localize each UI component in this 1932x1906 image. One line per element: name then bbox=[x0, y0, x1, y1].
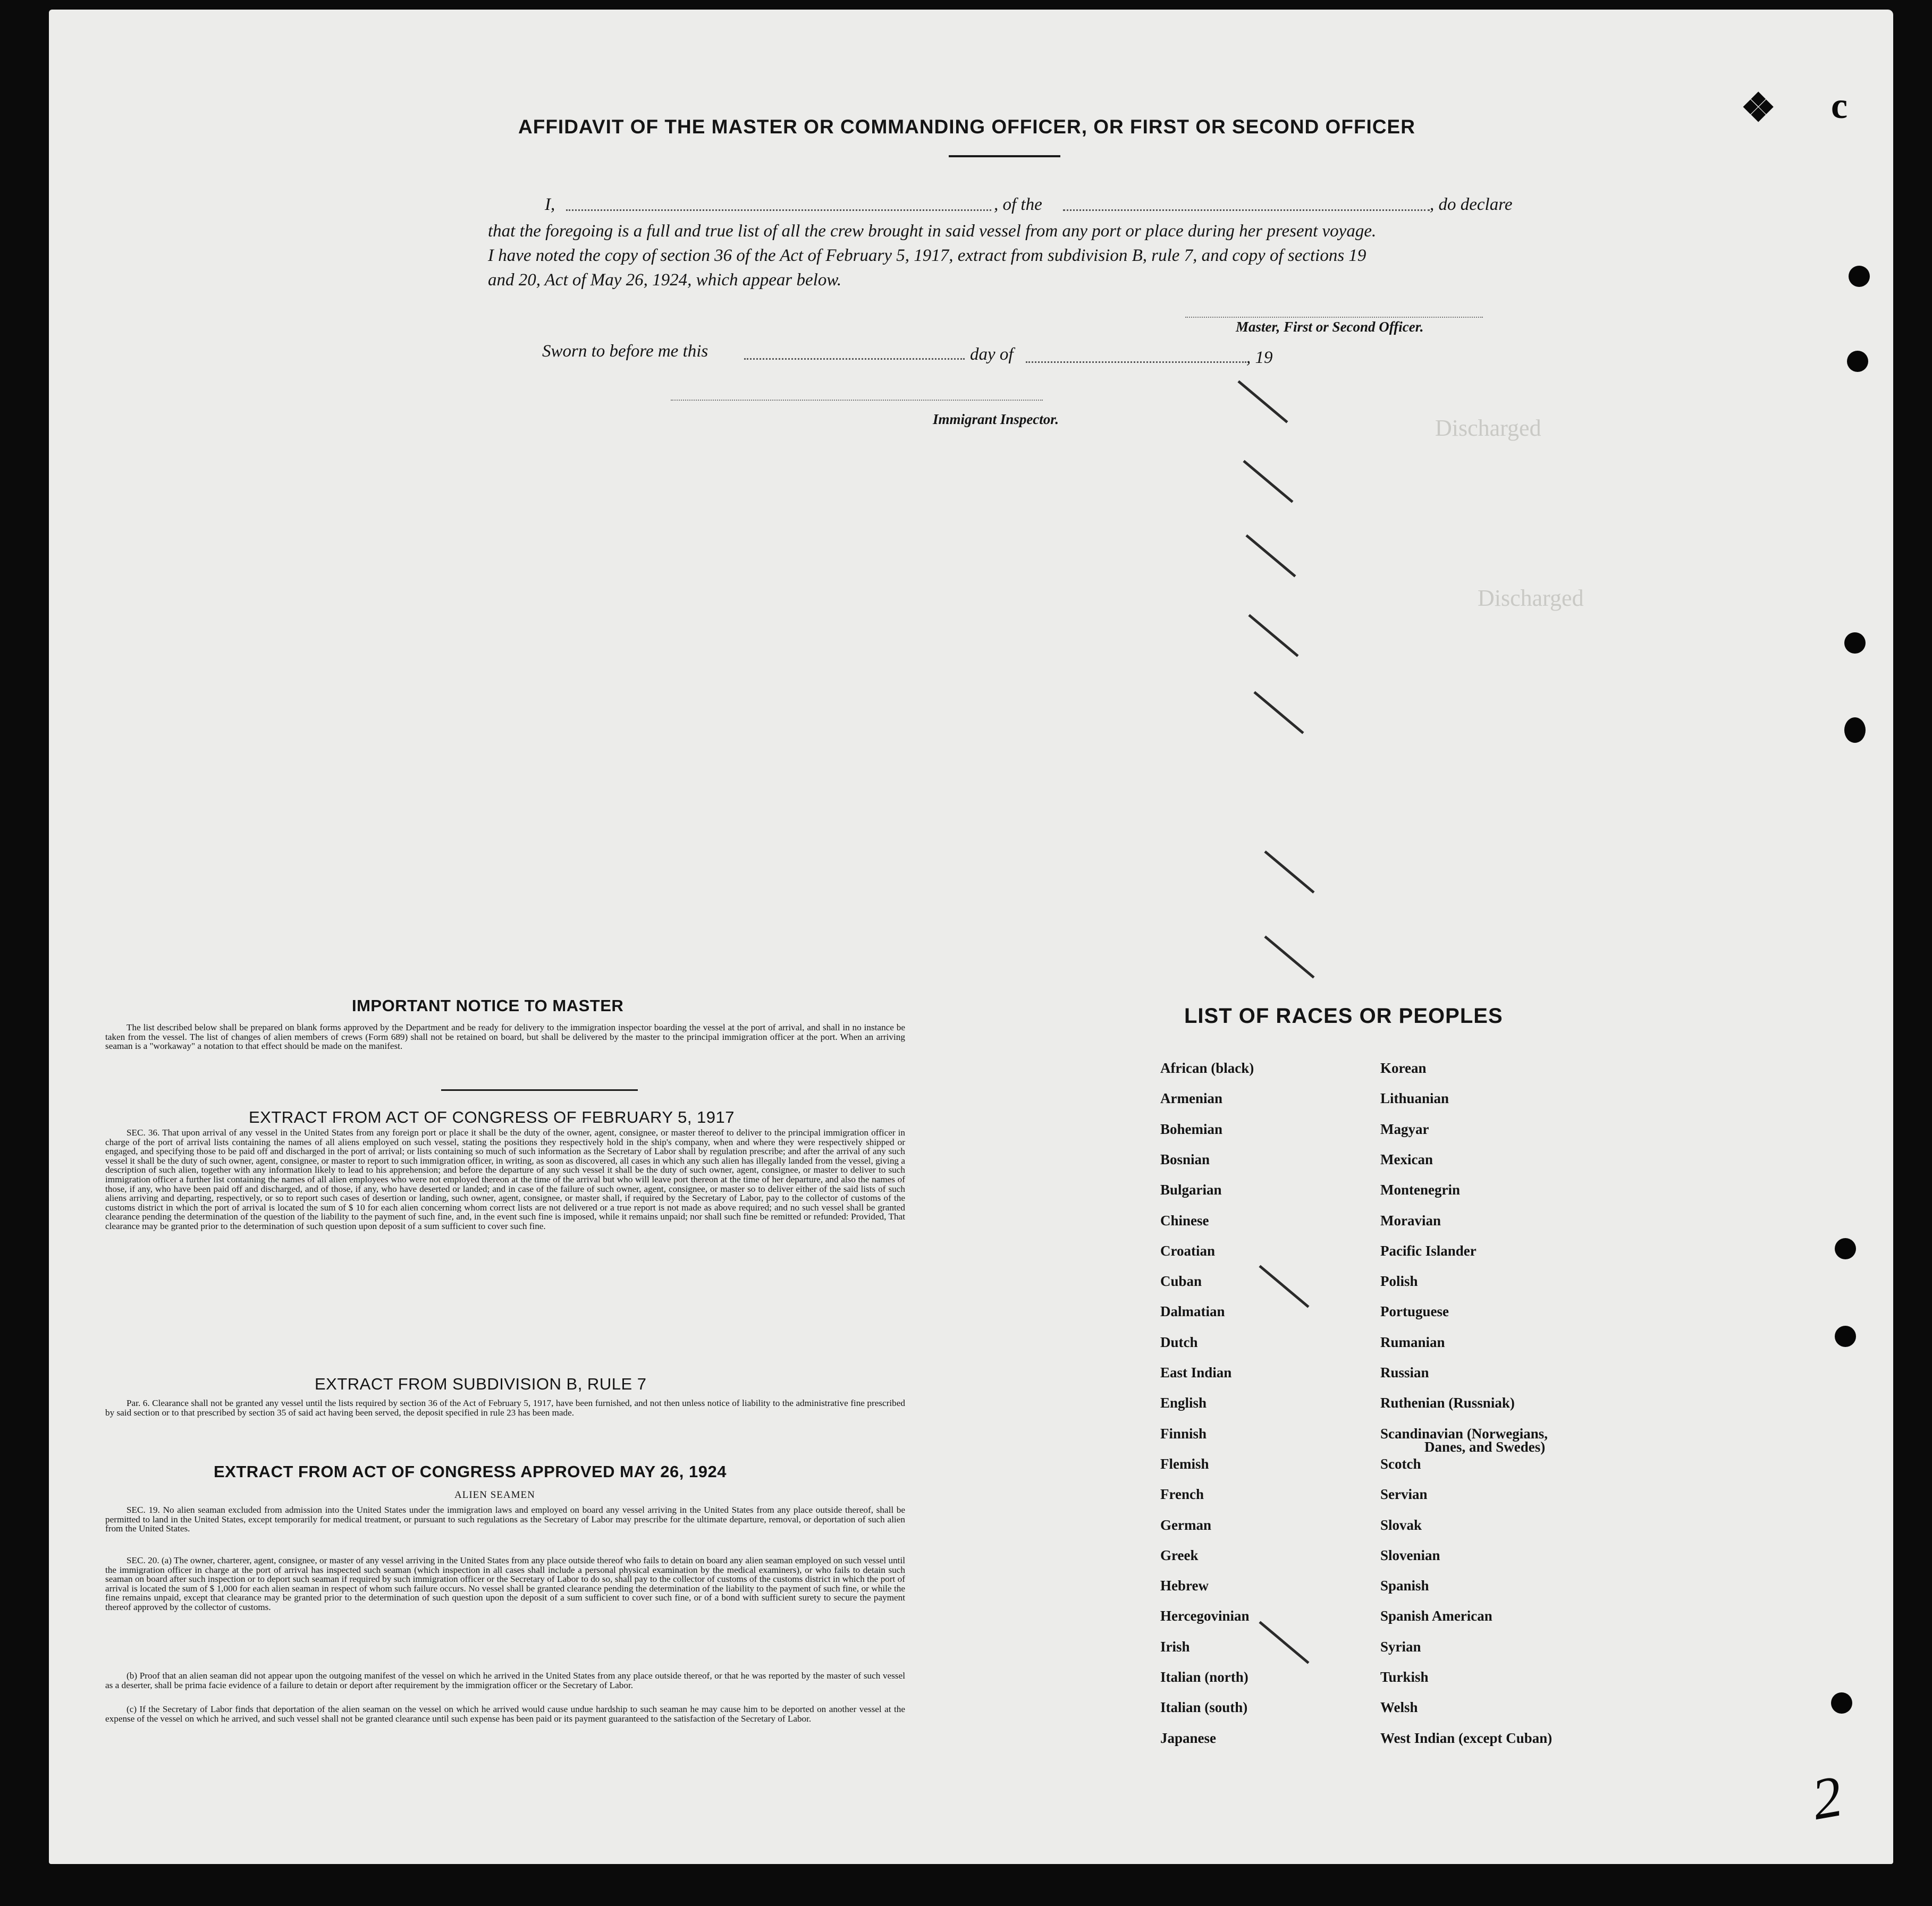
race-item: Rumanian bbox=[1380, 1334, 1445, 1350]
notice-text: The list described below shall be prepared on blank forms approved by the Department and be ready for delivery to the immigration inspector boarding the vessel at the port of arrival, and shall in no instance be taken from the vessel. The list of changes of alien members of crews (Form 689) shall not be retained on board, but shall be delivered by the master to the principal immigration officer at the port. When an arriving seaman is a "workaway" a notation to that effect should be made on the manifest. bbox=[105, 1022, 905, 1052]
race-item: African (black) bbox=[1160, 1060, 1254, 1076]
race-item: Bulgarian bbox=[1160, 1182, 1222, 1198]
section-rule bbox=[441, 1089, 638, 1091]
race-item: Mexican bbox=[1380, 1151, 1433, 1167]
race-item: West Indian (except Cuban) bbox=[1380, 1730, 1553, 1746]
affidavit-line-2: that the foregoing is a full and true list of all the crew brought in said vessel from any port or place during her present voyage. bbox=[488, 222, 1377, 241]
affidavit-line-4: and 20, Act of May 26, 1924, which appear below. bbox=[488, 270, 842, 290]
sworn-month-field[interactable] bbox=[1026, 361, 1246, 363]
binder-hole bbox=[1835, 1326, 1856, 1347]
sec20a-text: SEC. 20. (a) The owner, charterer, agent, consignee, or master of any vessel arriving in the United States from any place outside thereof who fails to detain on board any alien seaman employed on such vessel until the immigration officer in charge at the port of arrival has inspected such seaman (which inspection in all cases shall include a personal physical examination by the medical examiners), or who fails to detain such seaman on board after such inspection or to deport such seaman if required by such immigration officer or the Secretary of Labor to do so, shall pay to the collector of customs of the customs district in which the port of arrival is located the sum of $ 1,000 for each alien seaman in respect of whom such failure occurs. No vessel shall be granted clearance pending the determination of the liability to the payment of such fine, or while the fine remains unpaid, except that clearance may be granted prior to the determination of such question upon the deposit of a sum sufficient to cover such fine, or of a bond with sufficient surety to secure the payment thereof approved by the collector of customs. bbox=[105, 1555, 905, 1612]
year-label: , 19 bbox=[1246, 348, 1273, 367]
corner-letter: c bbox=[1831, 86, 1848, 126]
race-item: Italian (south) bbox=[1160, 1699, 1248, 1716]
extract-1917-text: SEC. 36. That upon arrival of any vessel in the United States from any foreign port or place it shall be the duty of the owner, agent, consignee, or master thereof to deliver to the principal immigration officer in charge of the port of arrival lists containing the names of all aliens employed on such vessel, stating the positions they respectively hold in the ship's company, when and where they were respectively shipped or engaged, and specifying those to be paid off and discharged in the port of arrival; or lists containing so much of such information as the Secretary of Labor shall by regulation prescribe; and after the arrival of any such vessel it shall be the duty of such owner, agent, consignee, or master to report to such immigration officer, in writing, as soon as discovered, all cases in which any such alien has illegally landed from the vessel, giving a description of such alien, together with any information likely to lead to his apprehension; and before the departure of any such vessel it shall be the duty of such owner, agent, consignee, or master to deliver to such immigration officer a further list containing the names of all alien employees who were not employed thereon at the time of the arrival but who will leave port thereon at the time of her departure, and also the names of those, if any, who have been paid off and discharged, and of those, if any, who have deserted or landed; and in case of the failure of such owner, agent, consignee, or master so to deliver either of the said lists of such aliens arriving and departing, respectively, or so to report such cases of desertion or landing, such owner, agent, consignee, or master shall, if required by the Secretary of Labor, pay to the collector of customs of the customs district in which the port of arrival is located the sum of $ 10 for each alien concerning whom correct lists are not delivered or a true report is not made as above required; and no such vessel shall be granted clearance pending the determination of the question of the liability to the payment of such fine, and, in the event such fine is imposed, while it remains unpaid; nor shall such fine be remitted or refunded: Provided, That clearance may be granted prior to the determination of such question upon deposit of a sum sufficient to cover such fine. bbox=[105, 1128, 905, 1231]
race-item: Chinese bbox=[1160, 1212, 1209, 1229]
race-item: Scotch bbox=[1380, 1455, 1421, 1472]
race-item: Dutch bbox=[1160, 1334, 1198, 1350]
name-blank-field[interactable] bbox=[566, 209, 991, 211]
binder-hole bbox=[1847, 351, 1868, 372]
notice-heading: IMPORTANT NOTICE TO MASTER bbox=[352, 996, 624, 1015]
affidavit-title: AFFIDAVIT OF THE MASTER OR COMMANDING OFFICER, OR FIRST OR SECOND OFFICER bbox=[518, 116, 1415, 138]
sworn-day-field[interactable] bbox=[744, 358, 965, 360]
race-item: Spanish American bbox=[1380, 1608, 1492, 1624]
race-item: Magyar bbox=[1380, 1121, 1429, 1137]
race-item: Finnish bbox=[1160, 1425, 1207, 1442]
corner-stamp-mark: ❖ bbox=[1741, 87, 1776, 130]
binder-hole bbox=[1835, 1238, 1856, 1259]
race-item: Lithuanian bbox=[1380, 1090, 1449, 1107]
alien-seamen-subheading: ALIEN SEAMEN bbox=[454, 1489, 535, 1501]
race-item: Flemish bbox=[1160, 1455, 1209, 1472]
race-item: Korean bbox=[1380, 1060, 1427, 1076]
race-item: Turkish bbox=[1380, 1669, 1429, 1685]
race-item: Slovenian bbox=[1380, 1547, 1440, 1563]
binder-hole bbox=[1844, 632, 1866, 654]
affidavit-declare-label: , do declare bbox=[1430, 195, 1513, 214]
bleed-through-text: Discharged bbox=[1435, 415, 1541, 441]
race-item: Russian bbox=[1380, 1365, 1429, 1380]
master-signature-line[interactable] bbox=[1185, 317, 1483, 318]
race-item: Montenegrin bbox=[1380, 1182, 1460, 1198]
race-item: Moravian bbox=[1380, 1212, 1441, 1229]
sec20b-text: (b) Proof that an alien seaman did not appear upon the outgoing manifest of the vessel on which he arrived in the United States from any place outside thereof, or that he was reported by the master of such vessel as a deserter, shall be prima facie evidence of a failure to detain or deport after requirement by the immigration officer or the Secretary of Labor. bbox=[105, 1671, 905, 1690]
affidavit-i-label: I, bbox=[545, 195, 555, 214]
race-item: Croatian bbox=[1160, 1242, 1216, 1259]
affidavit-of-label: , of the bbox=[994, 195, 1042, 214]
rule7-heading: EXTRACT FROM SUBDIVISION B, RULE 7 bbox=[315, 1375, 647, 1393]
race-item: East Indian bbox=[1160, 1365, 1232, 1380]
race-item: Spanish bbox=[1380, 1578, 1429, 1594]
sec20c-text: (c) If the Secretary of Labor finds that deportation of the alien seaman on the vessel on which he arrived would cause undue hardship to such seaman he may cause him to be deported on another vessel at the expense of the vessel on which he arrived, and such vessel shall not be granted clearance until such expense has been paid or its payment guaranteed to the satisfaction of the Secretary of Labor. bbox=[105, 1704, 905, 1724]
races-heading: LIST OF RACES OR PEOPLES bbox=[1184, 1004, 1503, 1028]
race-item: Polish bbox=[1380, 1273, 1418, 1290]
extract-1924-heading: EXTRACT FROM ACT OF CONGRESS APPROVED MAY 26, 1924 bbox=[214, 1462, 727, 1481]
handwritten-page-number: 2 bbox=[1807, 1763, 1847, 1832]
race-item: Irish bbox=[1160, 1638, 1190, 1655]
day-of-label: day of bbox=[970, 345, 1014, 364]
rule7-text: Par. 6. Clearance shall not be granted any vessel until the lists required by section 36 of the Act of February 5, 1917, have been furnished, and not then unless notice of liability to the administrative fine prescribed by said section or to that prescribed by section 35 of said act having been served, the deposit specified in rule 23 has been made. bbox=[105, 1398, 905, 1418]
race-item: Servian bbox=[1380, 1486, 1428, 1503]
race-item: Ruthenian (Russniak) bbox=[1380, 1395, 1515, 1411]
race-item: Portuguese bbox=[1380, 1303, 1449, 1320]
race-item: Italian (north) bbox=[1160, 1669, 1248, 1685]
race-item: Bohemian bbox=[1160, 1121, 1223, 1137]
binder-hole bbox=[1844, 717, 1866, 743]
extract-1917-heading: EXTRACT FROM ACT OF CONGRESS OF FEBRUARY 5, 1917 bbox=[249, 1108, 735, 1126]
sec19-text: SEC. 19. No alien seaman excluded from admission into the United States under the immigration laws and employed on board any vessel arriving in the United States from any place outside thereof, shall be permitted to land in the United States, except temporarily for medical treatment, or pursuant to such regulations as the Secretary of Labor may prescribe for the ultimate departure, removal, or deportation of such alien from the United States. bbox=[105, 1505, 905, 1534]
sworn-label: Sworn to before me this bbox=[542, 342, 708, 361]
inspector-label: Immigrant Inspector. bbox=[933, 411, 1059, 427]
race-item: Japanese bbox=[1160, 1730, 1217, 1746]
race-item: German bbox=[1160, 1517, 1211, 1533]
race-item: Slovak bbox=[1380, 1517, 1422, 1533]
vessel-blank-field[interactable] bbox=[1063, 209, 1430, 211]
race-item: Welsh bbox=[1380, 1699, 1418, 1716]
race-item: Pacific Islander bbox=[1380, 1242, 1477, 1259]
race-item-continuation: Danes, and Swedes) bbox=[1424, 1439, 1546, 1455]
race-item: English bbox=[1160, 1395, 1207, 1411]
race-item: French bbox=[1160, 1486, 1204, 1503]
binder-hole bbox=[1849, 266, 1870, 287]
title-rule bbox=[949, 155, 1060, 157]
race-item: Armenian bbox=[1160, 1090, 1222, 1107]
race-item: Scandinavian (Norwegians, bbox=[1380, 1425, 1548, 1442]
race-item: Hercegovinian bbox=[1160, 1608, 1250, 1624]
race-item: Hebrew bbox=[1160, 1578, 1209, 1594]
race-item: Greek bbox=[1160, 1547, 1199, 1563]
inspector-signature-line[interactable] bbox=[671, 400, 1043, 401]
race-item: Bosnian bbox=[1160, 1151, 1210, 1167]
master-label: Master, First or Second Officer. bbox=[1236, 319, 1424, 335]
race-item: Dalmatian bbox=[1160, 1303, 1225, 1320]
race-item: Syrian bbox=[1380, 1638, 1421, 1655]
race-item: Cuban bbox=[1160, 1273, 1202, 1290]
binder-hole bbox=[1831, 1692, 1852, 1714]
affidavit-line-3: I have noted the copy of section 36 of the Act of February 5, 1917, extract from subdivision B, rule 7, and copy of sections 19 bbox=[488, 246, 1366, 265]
bleed-through-text: Discharged bbox=[1478, 585, 1584, 611]
